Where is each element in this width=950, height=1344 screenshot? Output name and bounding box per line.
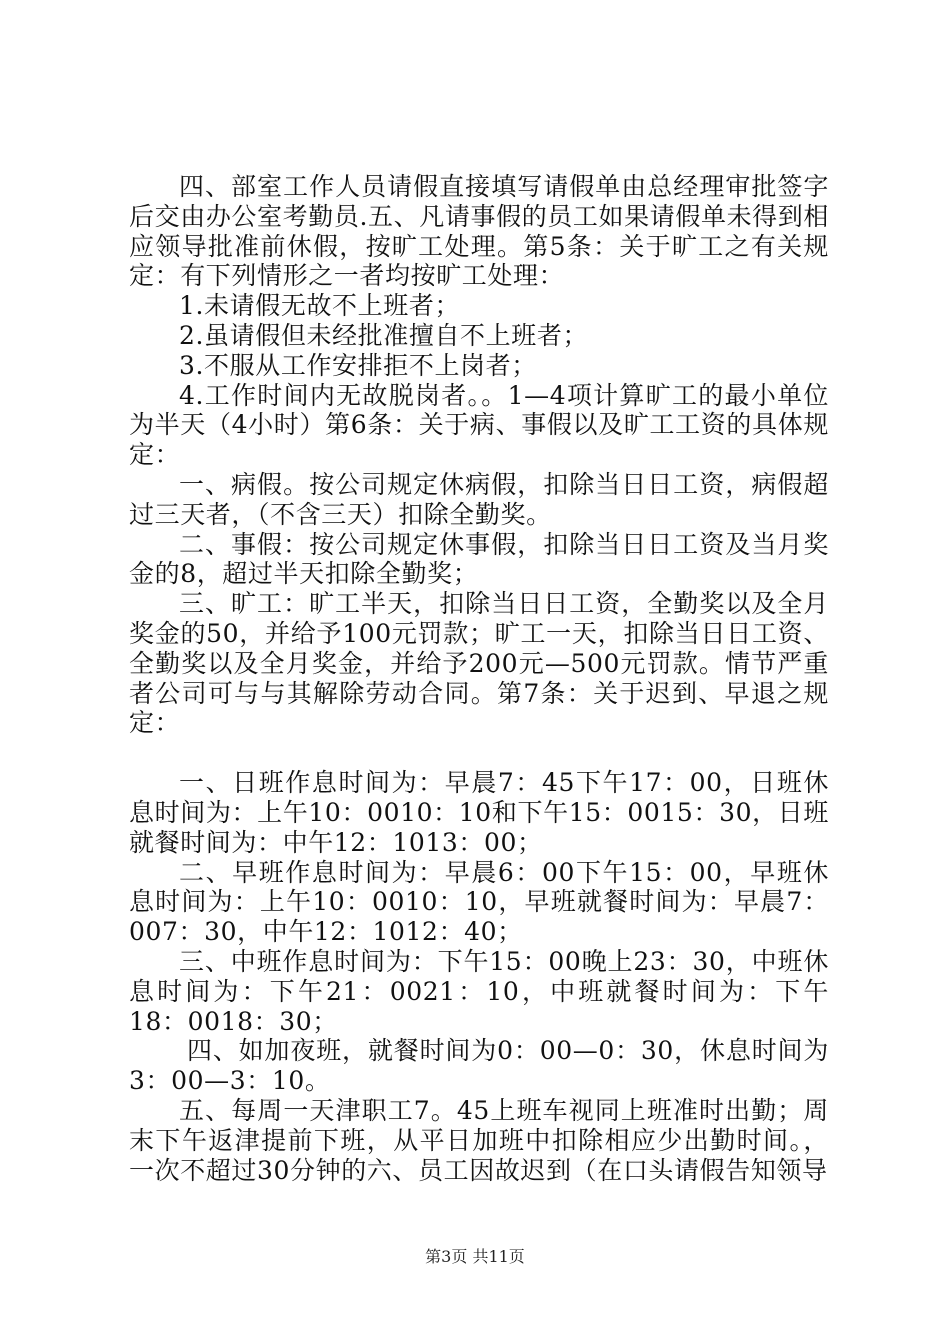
paragraph-night-shift: 四、如加夜班，就餐时间为0：00—0：30，休息时间为3：00—3：10。 [129,1036,829,1096]
page-number-footer: 第3页 共11页 [425,1247,525,1266]
paragraph-early-shift: 二、早班作息时间为：早晨6：00下午15：00，早班休息时间为：上午10：0010：10，早班就餐时间为：早晨7：007：30，中午12：1012：40； [129,857,829,947]
paragraph-leave-rules: 四、部室工作人员请假直接填写请假单由总经理审批签字后交由办公室考勤员.五、凡请事假的员工如果请假单未得到相应领导批准前休假，按旷工处理。第5条：关于旷工之有关规定：有下列情形之一者均按旷工处理： [129,172,829,291]
absence-item-2: 2.虽请假但未经批准擅自不上班者； [179,320,589,350]
absence-item-4: 4.工作时间内无故脱岗者。。1—4项计算旷工的最小单位为半天（4小时）第6条：关于病、事假以及旷工工资的具体规定： [129,380,829,470]
absence-item-1: 1.未请假无故不上班者； [179,291,461,321]
blank-line [129,738,829,768]
paragraph-commute-rule: 五、每周一天津职工7。45上班车视同上班准时出勤；周末下午返津提前下班，从平日加班中扣除相应少出勤时间。，一次不超过30分钟的六、员工因故迟到（在口头请假告知领导 [129,1095,829,1185]
paragraph-personal-leave: 二、事假：按公司规定休事假，扣除当日日工资及当月奖金的8，超过半天扣除全勤奖； [129,529,829,589]
absence-item-3: 3.不服从工作安排拒不上岗者； [179,350,537,380]
document-body [129,172,829,1185]
paragraph-middle-shift: 三、中班作息时间为：下午15：00晚上23：30，中班休息时间为：下午21：0021：10，中班就餐时间为：下午18：0018：30； [129,946,829,1036]
paragraph-absenteeism: 三、旷工：旷工半天，扣除当日日工资，全勤奖以及全月奖金的50，并给予100元罚款；旷工一天，扣除当日日工资、全勤奖以及全月奖金，并给予200元—500元罚款。情节严重者公司可与与其解除劳动合同。第7条：关于迟到、早退之规定： [129,589,829,738]
paragraph-sick-leave: 一、病假。按公司规定休病假，扣除当日日工资，病假超过三天者，（不含三天）扣除全勤奖。 [129,469,829,529]
paragraph-day-shift: 一、日班作息时间为：早晨7：45下午17：00，日班休息时间为：上午10：0010：10和下午15：0015：30，日班就餐时间为：中午12：1013：00； [129,768,829,857]
